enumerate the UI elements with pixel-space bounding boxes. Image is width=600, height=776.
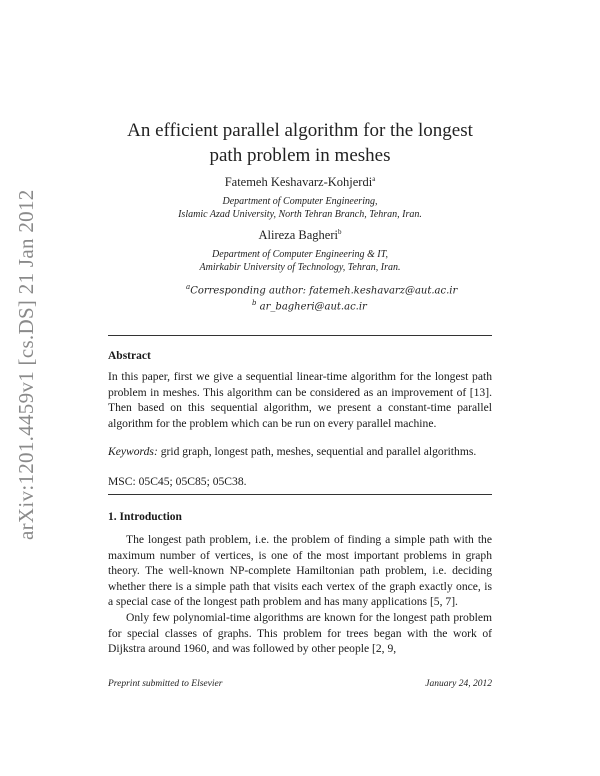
intro-paragraph-1: The longest path problem, i.e. the problem of finding a simple path with the maximum number of vertices, is one of the most important problems in graph theory. The well-known NP-complete Hamiltonian path problem, i.e. deciding whether there is a simple path that visits each vertex of the graph exactly once, is a special case of the longest path problem and has many applications [5, 7]. xyxy=(108,533,492,609)
keywords-label: Keywords: xyxy=(108,445,158,458)
author-2-affil-line1: Department of Computer Engineering & IT, xyxy=(212,249,388,260)
correspondence-email-b[interactable]: ar_bagheri@aut.ac.ir xyxy=(259,301,367,313)
correspondence-a xyxy=(186,281,486,297)
author-2-mark: b xyxy=(337,228,342,236)
keywords xyxy=(108,444,492,460)
author-1-affil-line1: Department of Computer Engineering, xyxy=(222,196,378,207)
correspondence xyxy=(186,281,486,314)
author-1 xyxy=(110,175,490,190)
paper-title: An efficient parallel algorithm for the longest path problem in meshes xyxy=(127,120,473,166)
author-2 xyxy=(110,228,490,243)
correspondence-b xyxy=(186,297,486,313)
footer-preprint: Preprint submitted to Elsevier xyxy=(108,679,223,689)
keywords-text: grid graph, longest path, meshes, sequential and parallel algorithms. xyxy=(160,445,477,458)
author-1-affil-line2: Islamic Azad University, North Tehran Branch, Tehran, Iran. xyxy=(178,209,422,220)
author-2-affil-line2: Amirkabir University of Technology, Tehran, Iran. xyxy=(199,262,401,273)
arxiv-stamp: arXiv:1201.4459v1 [cs.DS] 21 Jan 2012 xyxy=(14,189,38,540)
correspondence-mark-b: b xyxy=(252,299,257,308)
correspondence-mark-a: a xyxy=(186,283,191,291)
author-2-name: Alireza Bagheri xyxy=(258,228,338,243)
author-1-affiliation xyxy=(110,195,490,221)
abstract-body: In this paper, first we give a sequential linear-time algorithm for the longest path problem in meshes. This algorithm can be considered as an improvement of [13]. Then based on this sequential algorithm, we present a constant-time parallel algorithm for the problem which can be run on every parallel machine. xyxy=(108,370,492,430)
intro-paragraph-2: Only few polynomial-time algorithms are known for the longest path problem for special classes of graphs. This problem for trees began with the work of Dijkstra around 1960, and was followed by other people [2, 9, xyxy=(108,611,492,656)
author-1-mark: a xyxy=(372,175,376,183)
abstract-top-rule xyxy=(108,335,492,336)
abstract-heading: Abstract xyxy=(108,350,151,362)
author-1-name: Fatemeh Keshavarz-Kohjerdi xyxy=(224,175,373,190)
abstract-bottom-rule xyxy=(108,494,492,495)
msc-codes: MSC: 05C45; 05C85; 05C38. xyxy=(108,475,247,488)
correspondence-email-a[interactable]: Corresponding author: fatemeh.keshavarz@aut.ac.ir xyxy=(190,285,458,297)
footer-date: January 24, 2012 xyxy=(425,679,492,689)
author-2-affiliation xyxy=(110,248,490,274)
section-introduction-heading: 1. Introduction xyxy=(108,511,182,523)
